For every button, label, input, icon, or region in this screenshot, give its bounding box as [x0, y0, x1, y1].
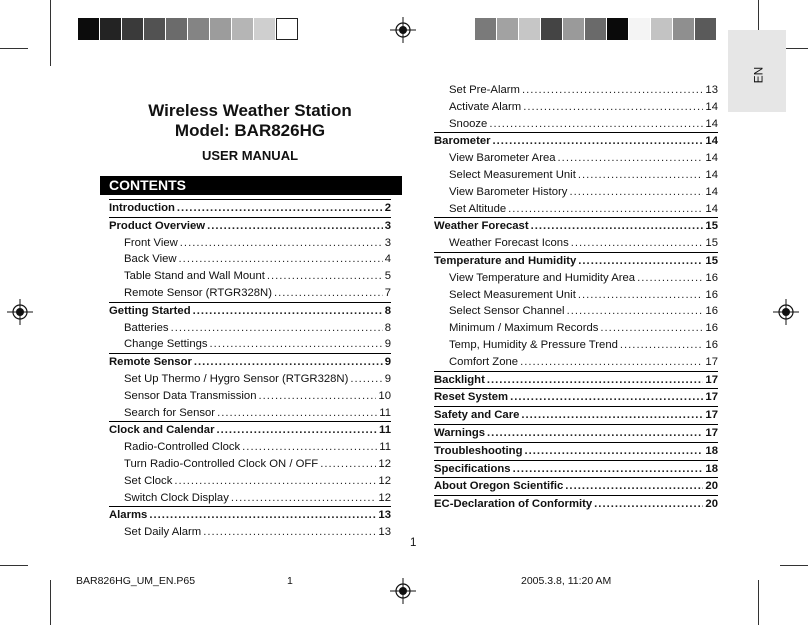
- toc-entry-page: 16: [705, 338, 718, 351]
- dot-leader: [217, 405, 377, 422]
- toc-subsection-entry: [434, 287, 718, 304]
- toc-entry-page: 2: [384, 202, 391, 214]
- toc-subsection-entry: [109, 235, 391, 252]
- dot-leader: [487, 425, 703, 442]
- toc-subsection-entry: [109, 268, 391, 285]
- toc-subsection-entry: [109, 336, 391, 353]
- toc-subsection-entry: [109, 251, 391, 268]
- toc-entry-label: Switch Clock Display: [124, 491, 229, 504]
- registration-mark-icon: [773, 299, 799, 325]
- color-swatch: [629, 18, 651, 40]
- dot-leader: [180, 235, 383, 252]
- toc-entry-page: 13: [705, 84, 718, 96]
- toc-subsection-entry: [109, 388, 391, 405]
- toc-subsection-entry: [109, 320, 391, 337]
- dot-leader: [523, 99, 703, 116]
- dot-leader: [210, 336, 383, 353]
- toc-entry-page: 7: [384, 286, 391, 299]
- toc-entry-page: 18: [705, 444, 718, 457]
- toc-entry-page: 14: [705, 100, 718, 113]
- title-line-1: Wireless Weather Station: [148, 101, 352, 120]
- toc-section-entry: [109, 199, 391, 217]
- color-swatch: [144, 18, 166, 40]
- toc-entry-label: Select Sensor Channel: [449, 305, 565, 318]
- toc-entry-page: 14: [705, 135, 718, 148]
- color-swatch: [563, 18, 585, 40]
- toc-entry-label: Select Measurement Unit: [449, 168, 576, 181]
- dot-leader: [207, 218, 383, 235]
- toc-entry-page: 9: [384, 372, 391, 385]
- toc-entry-page: 14: [705, 168, 718, 181]
- toc-entry-label: Sensor Data Transmission: [124, 389, 257, 402]
- dot-leader: [531, 218, 704, 235]
- toc-section-entry: [109, 421, 391, 439]
- registration-mark-icon: [390, 578, 416, 604]
- color-swatch: [607, 18, 629, 40]
- toc-right-column: [434, 82, 718, 513]
- toc-entry-label: View Barometer Area: [449, 152, 556, 165]
- dot-leader: [350, 371, 382, 388]
- toc-entry-label: Alarms: [109, 509, 148, 522]
- registration-mark-icon: [7, 299, 33, 325]
- dot-leader: [578, 253, 703, 270]
- toc-entry-page: 15: [705, 254, 718, 267]
- toc-entry-label: Set Clock: [124, 474, 173, 487]
- toc-subsection-entry: [434, 201, 718, 218]
- dot-leader: [594, 496, 703, 513]
- dot-leader: [489, 116, 703, 133]
- color-swatch: [122, 18, 144, 40]
- toc-subsection-entry: [434, 303, 718, 320]
- toc-entry-page: 15: [705, 237, 718, 250]
- toc-entry-label: Product Overview: [109, 219, 206, 232]
- toc-entry-label: Backlight: [434, 373, 485, 386]
- dot-leader: [193, 303, 383, 320]
- toc-entry-page: 12: [378, 474, 391, 487]
- toc-entry-page: 14: [705, 152, 718, 165]
- color-swatch: [497, 18, 519, 40]
- toc-entry-page: 14: [705, 202, 718, 215]
- toc-entry-page: 11: [379, 406, 391, 419]
- dot-leader: [194, 354, 383, 371]
- toc-entry-page: 12: [378, 457, 391, 470]
- document-subtitle: USER MANUAL: [201, 148, 299, 163]
- toc-entry-page: 3: [384, 219, 391, 232]
- dot-leader: [320, 456, 376, 473]
- dot-leader: [242, 439, 377, 456]
- toc-entry-label: Minimum / Maximum Records: [449, 322, 599, 335]
- toc-entry-label: Remote Sensor (RTGR328N): [124, 286, 272, 299]
- dot-leader: [513, 461, 704, 478]
- toc-subsection-entry: [434, 167, 718, 184]
- toc-left-column: [109, 199, 391, 541]
- toc-entry-label: View Temperature and Humidity Area: [449, 271, 636, 284]
- color-swatch: [232, 18, 254, 40]
- toc-entry-label: Table Stand and Wall Mount: [124, 270, 265, 283]
- toc-section-entry: [109, 353, 391, 371]
- dot-leader: [620, 337, 704, 354]
- toc-entry-label: Snooze: [449, 117, 488, 130]
- color-swatch: [166, 18, 188, 40]
- footer-filename: BAR826HG_UM_EN.P65: [76, 575, 196, 587]
- page-number: 1: [410, 537, 417, 549]
- toc-entry-label: Back View: [124, 253, 177, 266]
- toc-entry-page: 20: [705, 498, 718, 511]
- color-swatch: [188, 18, 210, 40]
- toc-section-entry: [434, 477, 718, 495]
- toc-subsection-entry: [434, 235, 718, 252]
- toc-entry-label: Remote Sensor: [109, 356, 192, 369]
- dot-leader: [637, 270, 703, 287]
- toc-entry-label: Change Settings: [124, 338, 208, 351]
- toc-entry-page: 8: [384, 304, 391, 317]
- toc-section-entry: [434, 406, 718, 424]
- toc-section-entry: [434, 495, 718, 513]
- toc-entry-page: 17: [705, 391, 718, 404]
- toc-entry-label: Warnings: [434, 426, 486, 439]
- dot-leader: [179, 251, 383, 268]
- color-swatch: [210, 18, 232, 40]
- toc-subsection-entry: [434, 270, 718, 287]
- toc-entry-page: 17: [705, 355, 718, 368]
- toc-entry-label: About Oregon Scientific: [434, 480, 564, 493]
- toc-subsection-entry: [434, 116, 718, 133]
- toc-entry-label: Search for Sensor: [124, 406, 216, 419]
- footer-timestamp: 2005.3.8, 11:20 AM: [521, 575, 612, 587]
- toc-entry-page: 9: [384, 356, 391, 369]
- toc-entry-page: 14: [705, 185, 718, 198]
- toc-entry-label: Barometer: [434, 135, 491, 148]
- toc-entry-label: Turn Radio-Controlled Clock ON / OFF: [124, 457, 319, 470]
- toc-entry-label: Getting Started: [109, 304, 191, 317]
- dot-leader: [569, 184, 703, 201]
- toc-section-entry: [434, 252, 718, 270]
- dot-leader: [510, 389, 703, 406]
- toc-entry-label: Weather Forecast: [434, 220, 529, 233]
- toc-section-entry: [434, 132, 718, 150]
- toc-section-entry: [109, 217, 391, 235]
- color-swatch: [78, 18, 100, 40]
- toc-entry-page: 4: [384, 253, 391, 266]
- toc-entry-label: Activate Alarm: [449, 100, 522, 113]
- toc-section-entry: [434, 217, 718, 235]
- language-tab: [728, 30, 786, 112]
- toc-entry-label: Introduction: [109, 202, 175, 214]
- toc-section-entry: [434, 460, 718, 478]
- toc-entry-page: 16: [705, 322, 718, 335]
- toc-entry-label: Set Pre-Alarm: [449, 84, 520, 96]
- dot-leader: [274, 285, 383, 302]
- toc-subsection-entry: [109, 456, 391, 473]
- toc-subsection-entry: [434, 99, 718, 116]
- language-tab-label: EN: [751, 66, 766, 84]
- dot-leader: [171, 320, 383, 337]
- dot-leader: [177, 200, 383, 217]
- title-line-2: Model: BAR826HG: [174, 121, 326, 140]
- toc-entry-page: 17: [705, 409, 718, 422]
- toc-entry-page: 11: [379, 424, 391, 437]
- toc-entry-label: View Barometer History: [449, 185, 568, 198]
- toc-subsection-entry: [434, 320, 718, 337]
- dot-leader: [149, 507, 376, 524]
- toc-section-entry: [109, 506, 391, 524]
- color-swatch: [475, 18, 497, 40]
- toc-entry-page: 3: [384, 236, 391, 249]
- dot-leader: [203, 524, 376, 541]
- toc-section-entry: [434, 388, 718, 406]
- toc-entry-page: 13: [378, 509, 391, 522]
- toc-entry-page: 14: [705, 117, 718, 130]
- toc-entry-page: 15: [705, 220, 718, 233]
- toc-entry-page: 17: [705, 426, 718, 439]
- color-calibration-bar-right: [475, 18, 717, 40]
- dot-leader: [524, 443, 703, 460]
- toc-entry-page: 16: [705, 271, 718, 284]
- color-swatch: [541, 18, 563, 40]
- toc-section-entry: [434, 424, 718, 442]
- footer-page: 1: [287, 575, 293, 587]
- toc-subsection-entry: [109, 285, 391, 302]
- toc-entry-page: 10: [378, 389, 391, 402]
- dot-leader: [493, 133, 704, 150]
- toc-entry-label: Set Daily Alarm: [124, 526, 202, 539]
- toc-section-entry: [109, 302, 391, 320]
- dot-leader: [267, 268, 383, 285]
- toc-entry-page: 20: [705, 480, 718, 493]
- color-swatch: [651, 18, 673, 40]
- toc-subsection-entry: [434, 354, 718, 371]
- dot-leader: [521, 407, 703, 424]
- color-swatch: [673, 18, 695, 40]
- dot-leader: [578, 287, 704, 304]
- dot-leader: [216, 422, 377, 439]
- toc-entry-label: Select Measurement Unit: [449, 288, 576, 301]
- toc-entry-label: Set Altitude: [449, 202, 507, 215]
- toc-entry-label: Front View: [124, 236, 178, 249]
- toc-entry-label: Radio-Controlled Clock: [124, 441, 241, 454]
- toc-subsection-entry: [434, 337, 718, 354]
- toc-entry-label: Weather Forecast Icons: [449, 237, 569, 250]
- color-swatch: [276, 18, 298, 40]
- toc-entry-page: 16: [705, 288, 718, 301]
- dot-leader: [600, 320, 703, 337]
- color-calibration-bar-left: [78, 18, 298, 40]
- toc-subsection-entry: [434, 184, 718, 201]
- dot-leader: [231, 490, 377, 507]
- dot-leader: [565, 478, 703, 495]
- color-swatch: [100, 18, 122, 40]
- toc-entry-label: Temperature and Humidity: [434, 254, 577, 267]
- toc-entry-label: Specifications: [434, 462, 511, 475]
- toc-entry-page: 11: [379, 441, 391, 454]
- dot-leader: [487, 372, 704, 389]
- document-title: [100, 101, 400, 141]
- dot-leader: [571, 235, 704, 252]
- dot-leader: [558, 150, 704, 167]
- contents-heading: CONTENTS: [100, 176, 402, 195]
- toc-section-entry: [434, 371, 718, 389]
- toc-entry-page: 12: [378, 491, 391, 504]
- dot-leader: [522, 82, 703, 99]
- toc-entry-label: Clock and Calendar: [109, 424, 215, 437]
- toc-entry-label: Set Up Thermo / Hygro Sensor (RTGR328N): [124, 372, 349, 385]
- toc-entry-label: EC-Declaration of Conformity: [434, 498, 593, 511]
- toc-subsection-entry: [109, 405, 391, 422]
- toc-subsection-entry: [109, 490, 391, 507]
- toc-entry-page: 5: [384, 270, 391, 283]
- toc-entry-label: Comfort Zone: [449, 355, 519, 368]
- dot-leader: [174, 473, 376, 490]
- color-swatch: [254, 18, 276, 40]
- toc-entry-label: Batteries: [124, 321, 169, 334]
- toc-entry-page: 9: [384, 338, 391, 351]
- toc-entry-label: Troubleshooting: [434, 444, 523, 457]
- toc-subsection-entry: [434, 150, 718, 167]
- dot-leader: [520, 354, 703, 371]
- dot-leader: [258, 388, 376, 405]
- toc-entry-label: Temp, Humidity & Pressure Trend: [449, 338, 618, 351]
- color-swatch: [519, 18, 541, 40]
- toc-entry-page: 8: [384, 321, 391, 334]
- toc-subsection-entry: [109, 524, 391, 541]
- toc-entry-page: 13: [378, 526, 391, 539]
- toc-entry-label: Safety and Care: [434, 409, 520, 422]
- toc-entry-page: 16: [705, 305, 718, 318]
- toc-subsection-entry: [109, 371, 391, 388]
- toc-entry-label: Reset System: [434, 391, 509, 404]
- registration-mark-icon: [390, 17, 416, 43]
- toc-subsection-entry: [109, 439, 391, 456]
- dot-leader: [508, 201, 703, 218]
- color-swatch: [695, 18, 717, 40]
- toc-entry-page: 18: [705, 462, 718, 475]
- toc-entry-page: 17: [705, 373, 718, 386]
- toc-subsection-entry: [109, 473, 391, 490]
- color-swatch: [585, 18, 607, 40]
- toc-subsection-entry: [434, 82, 718, 99]
- dot-leader: [578, 167, 704, 184]
- dot-leader: [567, 303, 704, 320]
- toc-section-entry: [434, 442, 718, 460]
